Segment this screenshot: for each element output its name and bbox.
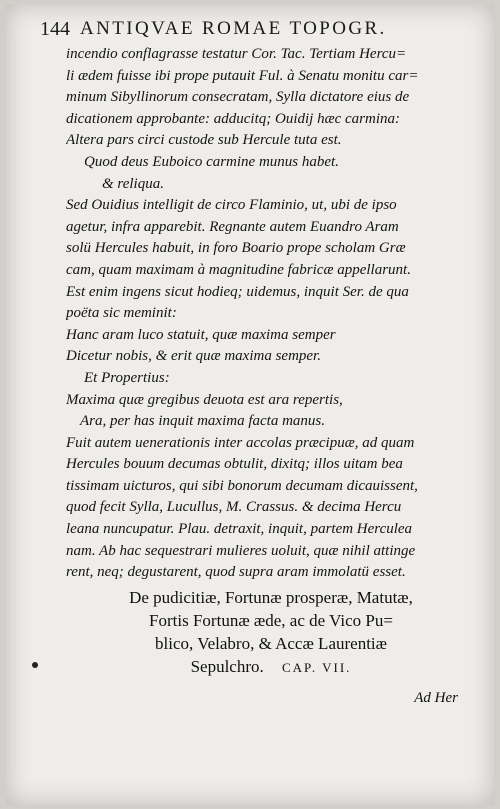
chapter-heading-line: De pudicitiæ, Fortunæ prosperæ, Matutæ, <box>129 587 413 607</box>
chapter-label: CAP. VII. <box>282 659 352 675</box>
text-line: & reliqua. <box>102 175 164 192</box>
chapter-heading-line: Sepulchro. <box>190 656 264 676</box>
verse-line: Dicetur nobis, & erit quæ maxima semper. <box>66 348 321 365</box>
ink-dot <box>32 662 38 668</box>
chapter-heading-line: blico, Velabro, & Accæ Laurentiæ <box>155 633 387 653</box>
verse-line: Maxima quæ gregibus deuota est ara repertis, <box>66 391 343 408</box>
text-line: agetur, infra apparebit. Regnante autem Euandro Aram <box>66 218 399 235</box>
text-line: Fuit autem uenerationis inter accolas præcipuæ, ad quam <box>66 434 415 451</box>
text-line: minum Sibyllinorum consecratam, Sylla dictatore eius de <box>66 89 410 106</box>
text-line: rent, neq; degustarent, quod supra aram immolatü esset. <box>66 564 406 581</box>
text-line: nam. Ab hac sequestrari mulieres uoluit, quæ nihil attinge <box>66 542 416 559</box>
page-number: 144 <box>40 18 70 40</box>
verse-line: Hanc aram luco statuit, quæ maxima semper <box>66 326 336 343</box>
chapter-heading <box>66 586 476 678</box>
text-line: leana nuncupatur. Plau. detraxit, inquit, partem Herculea <box>66 521 413 538</box>
text-line: tissimam uicturos, qui sibi bonorum decumam dicauissent, <box>66 477 418 494</box>
running-head: ANTIQVAE ROMAE TOPOGR. <box>80 18 387 39</box>
text-line: dicationem approbante: adducitq; Ouidij hæc carmina: <box>66 110 400 127</box>
text-line: Sed Ouidius intelligit de circo Flaminio, ut, ubi de ipso <box>66 197 397 214</box>
text-line: li ædem fuisse ibi prope putauit Ful. à Senatu monitu car= <box>66 67 419 84</box>
catchword: Ad Her <box>414 690 458 706</box>
text-line: solü Hercules habuit, in foro Boario prope scholam Græ <box>66 240 406 257</box>
text-line: Hercules bouum decumas obtulit, dixitq; illos uitam bea <box>66 456 403 473</box>
book-page <box>6 4 494 805</box>
verse-line: Ara, per has inquit maxima facta manus. <box>80 413 325 430</box>
text-line: quod fecit Sylla, Lucullus, M. Crassus. & decima Hercu <box>66 499 402 516</box>
chapter-heading-line: Fortis Fortunæ æde, ac de Vico Pu= <box>149 610 393 630</box>
chapter-heading-last-line <box>66 655 476 678</box>
page-header <box>40 12 480 46</box>
text-line: Et Propertius: <box>84 369 170 386</box>
text-block <box>66 44 476 678</box>
text-line: Est enim ingens sicut hodieq; uidemus, inquit Ser. de qua <box>66 283 409 300</box>
text-line: poëta sic meminit: <box>66 305 177 322</box>
text-line: cam, quam maximam à magnitudine fabricæ appellarunt. <box>66 261 411 278</box>
text-line: incendio conflagrasse testatur Cor. Tac. Tertiam Hercu= <box>66 46 407 62</box>
verse-line: Altera pars circi custode sub Hercule tuta est. <box>66 132 342 149</box>
verse-line: Quod deus Euboico carmine munus habet. <box>84 153 339 170</box>
